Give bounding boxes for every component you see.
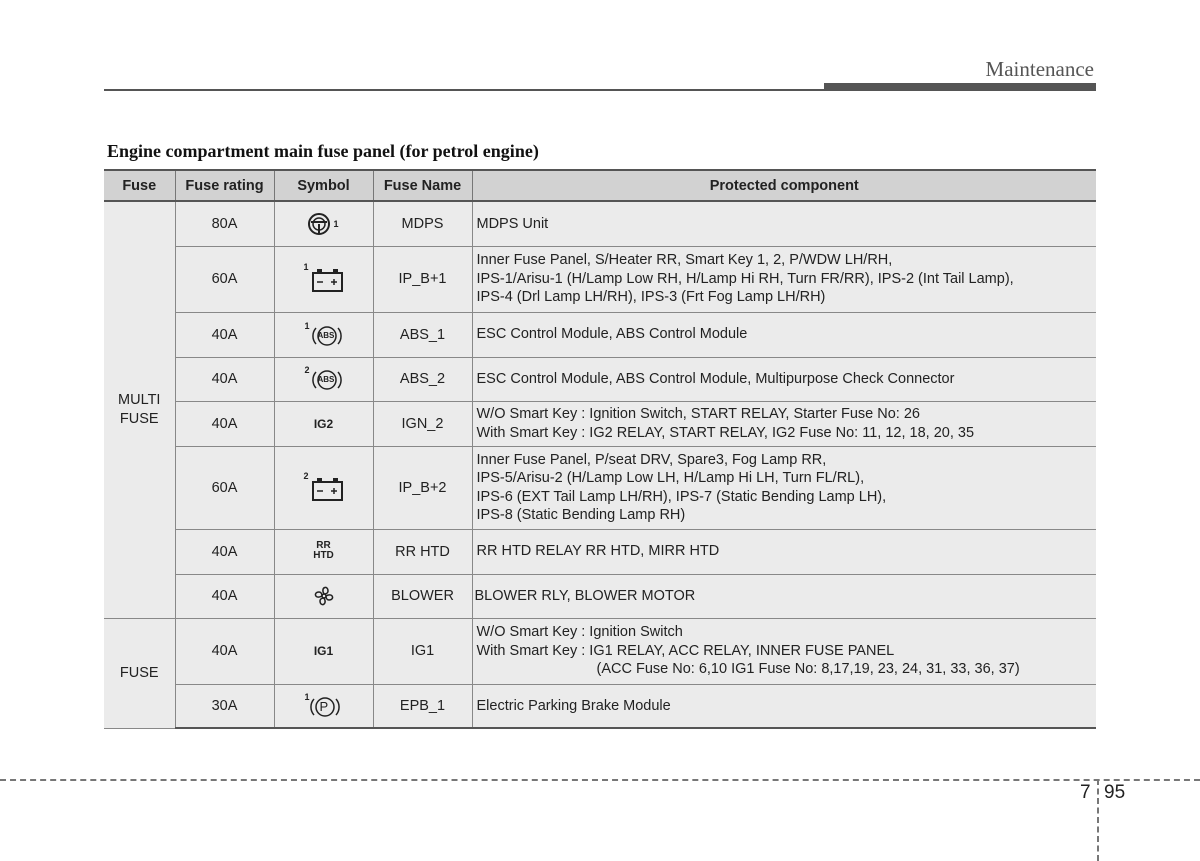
protected-line: Inner Fuse Panel, P/seat DRV, Spare3, Fog Lamp RR, <box>476 451 827 468</box>
protected-line: ESC Control Module, ABS Control Module <box>476 326 748 343</box>
protected-component-cell <box>472 246 1096 312</box>
fuse-name-cell: IP_B+1 <box>373 246 472 312</box>
fuse-rating-cell: 40A <box>175 401 274 446</box>
battery-icon <box>302 471 346 505</box>
protected-component-cell <box>472 446 1096 529</box>
header-rule-accent <box>824 83 1096 90</box>
abs-icon <box>302 362 346 396</box>
protected-line: Inner Fuse Panel, S/Heater RR, Smart Key 1, 2, P/WDW LH/RH, <box>476 252 893 269</box>
parking-brake-icon <box>302 689 346 723</box>
symbol-cell <box>274 312 373 357</box>
symbol-index: 1 <box>304 691 310 702</box>
fuse-group-cell <box>104 618 175 728</box>
protected-line: W/O Smart Key : Ignition Switch, START RELAY, Starter Fuse No: 26 <box>476 406 920 422</box>
protected-line: IPS-4 (Drl Lamp LH/RH), IPS-3 (Frt Fog Lamp LH/RH) <box>476 289 826 306</box>
battery-icon <box>302 262 346 296</box>
fuse-group-label: FUSE <box>119 664 159 681</box>
symbol-cell <box>274 201 373 246</box>
protected-component-cell <box>472 684 1096 728</box>
symbol-cell <box>274 529 373 574</box>
section-title: Engine compartment main fuse panel (for petrol engine) <box>107 141 539 161</box>
abs-label: ABS <box>317 330 335 340</box>
ig1-symbol-text: IG1 <box>313 644 334 658</box>
protected-component-cell <box>472 618 1096 684</box>
symbol-cell <box>274 246 373 312</box>
protected-component-cell <box>472 574 1096 618</box>
column-header-symbol: Symbol <box>274 170 373 201</box>
fuse-rating-cell: 80A <box>175 201 274 246</box>
table-header-row <box>104 170 1096 201</box>
fuse-rating-cell: 40A <box>175 357 274 401</box>
protected-component-cell <box>472 529 1096 574</box>
footer-dashed-rule <box>0 779 1200 781</box>
fuse-rating-cell: 40A <box>175 529 274 574</box>
table-row <box>104 574 1096 618</box>
fuse-rating-cell: 60A <box>175 246 274 312</box>
page-number: 95 <box>1104 782 1126 803</box>
protected-line: W/O Smart Key : Ignition Switch <box>476 624 683 641</box>
fuse-group-cell <box>104 201 175 618</box>
chapter-number: 7 <box>1080 782 1091 803</box>
fuse-rating-cell: 40A <box>175 574 274 618</box>
protected-line: ESC Control Module, ABS Control Module, Multipurpose Check Connector <box>476 370 955 387</box>
column-header-fuse-rating: Fuse rating <box>175 170 274 201</box>
symbol-index: 1 <box>304 320 310 331</box>
symbol-cell <box>274 684 373 728</box>
column-header-protected-component: Protected component <box>472 170 1096 201</box>
fuse-name-cell: ABS_2 <box>373 357 472 401</box>
ig2-symbol-text: IG2 <box>313 416 334 431</box>
fuse-name-cell: BLOWER <box>373 574 472 618</box>
fuse-rating-cell: 40A <box>175 618 274 684</box>
running-header-title: Maintenance <box>985 57 1094 81</box>
protected-line: IPS-6 (EXT Tail Lamp LH/RH), IPS-7 (Static Bending Lamp LH), <box>476 488 887 505</box>
table-row <box>104 201 1096 246</box>
abs-label: ABS <box>317 375 335 384</box>
protected-line: IPS-5/Arisu-2 (H/Lamp Low LH, H/Lamp Hi LH, Turn FL/RL), <box>476 470 865 486</box>
parking-brake-label: P <box>319 698 329 714</box>
table-row <box>104 312 1096 357</box>
fuse-name-cell: RR HTD <box>373 529 472 574</box>
protected-component-cell <box>472 401 1096 446</box>
table-row <box>104 246 1096 312</box>
table-row <box>104 401 1096 446</box>
protected-component-cell <box>472 357 1096 401</box>
protected-line: IPS-8 (Static Bending Lamp RH) <box>476 507 686 523</box>
fuse-rating-cell: 40A <box>175 312 274 357</box>
fuse-name-cell: IGN_2 <box>373 401 472 446</box>
fuse-name-cell: IG1 <box>373 618 472 684</box>
symbol-index: 2 <box>304 365 310 375</box>
footer-dashed-divider <box>1097 779 1099 861</box>
symbol-cell <box>274 618 373 684</box>
fuse-name-cell: MDPS <box>373 201 472 246</box>
fuse-name-cell: EPB_1 <box>373 684 472 728</box>
protected-line: IPS-1/Arisu-1 (H/Lamp Low RH, H/Lamp Hi RH, Turn FR/RR), IPS-2 (Int Tail Lamp), <box>476 270 1014 287</box>
table-row <box>104 684 1096 728</box>
fuse-group-label: MULTI FUSE <box>118 391 161 427</box>
fuse-name-cell: ABS_1 <box>373 312 472 357</box>
abs-icon <box>302 318 346 352</box>
symbol-cell <box>274 574 373 618</box>
column-header-fuse-name: Fuse Name <box>373 170 472 201</box>
protected-line: With Smart Key : IG2 RELAY, START RELAY, IG2 Fuse No: 11, 12, 18, 20, 35 <box>476 424 975 441</box>
table-row <box>104 446 1096 529</box>
table-row <box>104 357 1096 401</box>
table-row <box>104 618 1096 684</box>
blower-fan-icon <box>302 579 346 613</box>
table-row <box>104 529 1096 574</box>
symbol-cell <box>274 401 373 446</box>
symbol-index: 2 <box>303 470 309 481</box>
fuse-table <box>104 169 1096 729</box>
symbol-cell <box>274 446 373 529</box>
symbol-index: 1 <box>333 218 339 229</box>
column-header-fuse: Fuse <box>104 170 175 201</box>
steering-wheel-icon <box>302 207 346 241</box>
rr-htd-symbol-text <box>313 541 334 561</box>
protected-component-cell <box>472 312 1096 357</box>
protected-line: RR HTD RELAY RR HTD, MIRR HTD <box>476 543 720 560</box>
protected-component-cell <box>472 201 1096 246</box>
fuse-rating-cell: 30A <box>175 684 274 728</box>
fuse-name-cell: IP_B+2 <box>373 446 472 529</box>
protected-line: Electric Parking Brake Module <box>476 697 671 714</box>
fuse-rating-cell: 60A <box>175 446 274 529</box>
symbol-text-line: HTD <box>313 550 334 561</box>
symbol-index: 1 <box>303 262 309 272</box>
protected-line: BLOWER RLY, BLOWER MOTOR <box>474 587 696 604</box>
symbol-cell <box>274 357 373 401</box>
symbol-text-line: RR <box>316 540 331 551</box>
protected-line: With Smart Key : IG1 RELAY, ACC RELAY, INNER FUSE PANEL <box>476 642 895 659</box>
protected-line: (ACC Fuse No: 6,10 IG1 Fuse No: 8,17,19, 23, 24, 31, 33, 36, 37) <box>596 661 1020 678</box>
protected-line: MDPS Unit <box>476 215 549 232</box>
